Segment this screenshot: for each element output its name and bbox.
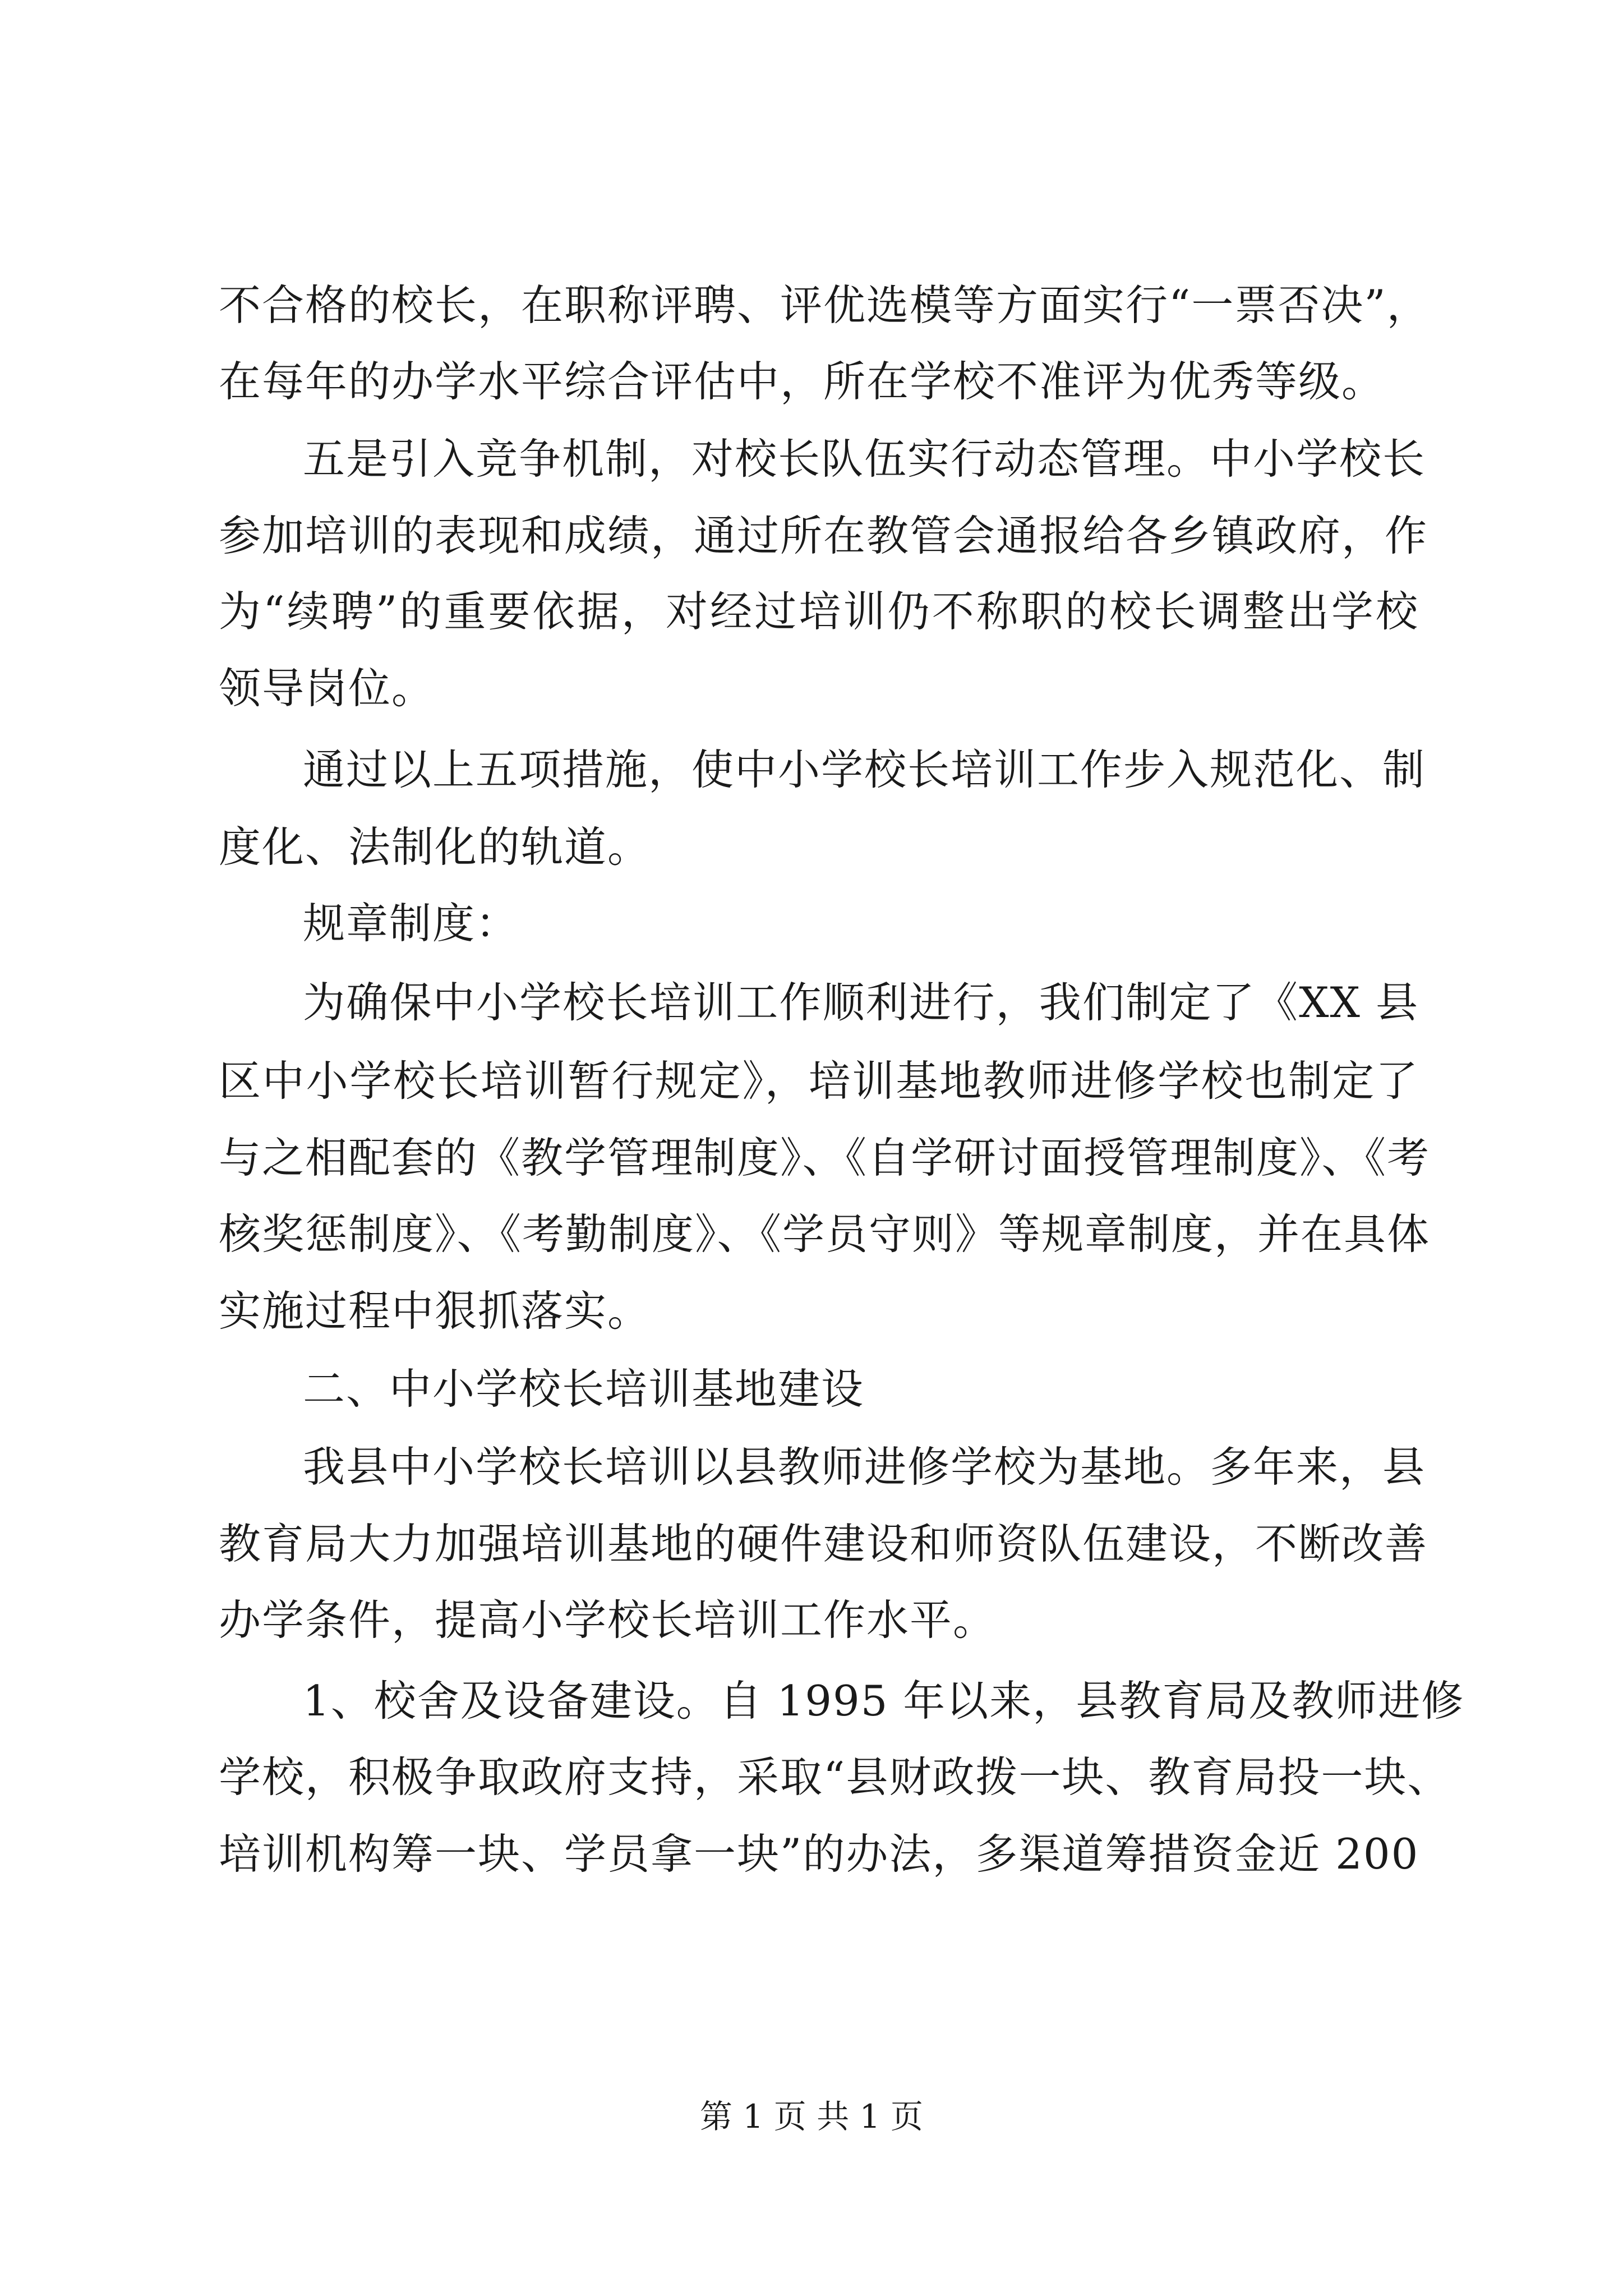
- body-text-line: 核奖惩制度》、《考勤制度》、《学员守则》等规章制度，并在具体: [219, 1209, 1431, 1259]
- body-text-line: 教育局大力加强培训基地的硬件建设和师资队伍建设，不断改善: [219, 1519, 1428, 1568]
- body-text-line: 度化、法制化的轨道。: [219, 822, 651, 872]
- body-text-line: 区中小学校长培训暂行规定》，培训基地教师进修学校也制定了: [219, 1056, 1419, 1106]
- body-text-line: 规章制度：: [303, 899, 519, 948]
- body-text-line: 为“续聘”的重要依据，对经过培训仍不称职的校长调整出学校: [219, 587, 1419, 636]
- body-text-line: 五是引入竞争机制，对校长队伍实行动态管理。中小学校长: [303, 434, 1426, 484]
- body-text-line: 我县中小学校长培训以县教师进修学校为基地。多年来，县: [303, 1442, 1426, 1492]
- body-text-line: 实施过程中狠抓落实。: [219, 1286, 651, 1336]
- section-heading: 二、中小学校长培训基地建设: [303, 1364, 865, 1414]
- body-text-line: 领导岗位。: [219, 664, 435, 713]
- body-text-line: 在每年的办学水平综合评估中，所在学校不准评为优秀等级。: [219, 357, 1385, 406]
- body-text-line: 办学条件，提高小学校长培训工作水平。: [219, 1595, 997, 1645]
- body-text-line: 培训机构筹一块、学员拿一块”的办法，多渠道筹措资金近 200: [219, 1829, 1419, 1879]
- body-text-line: 通过以上五项措施，使中小学校长培训工作步入规范化、制: [303, 745, 1426, 794]
- body-text-line: 学校，积极争取政府支持，采取“县财政拨一块、教育局投一块、: [219, 1752, 1451, 1802]
- page-number-footer: 第 1 页 共 1 页: [700, 2097, 923, 2136]
- body-text-line: 不合格的校长，在职称评聘、评优选模等方面实行“一票否决”，: [219, 280, 1430, 330]
- body-text-line: 1、校舍及设备建设。自 1995 年以来，县教育局及教师进修: [303, 1676, 1465, 1726]
- body-text-line: 与之相配套的《教学管理制度》、《自学研讨面授管理制度》、《考: [219, 1133, 1431, 1182]
- body-text-line: 参加培训的表现和成绩，通过所在教管会通报给各乡镇政府，作: [219, 511, 1428, 560]
- body-text-line: 为确保中小学校长培训工作顺利进行，我们制定了《XX 县: [303, 978, 1419, 1027]
